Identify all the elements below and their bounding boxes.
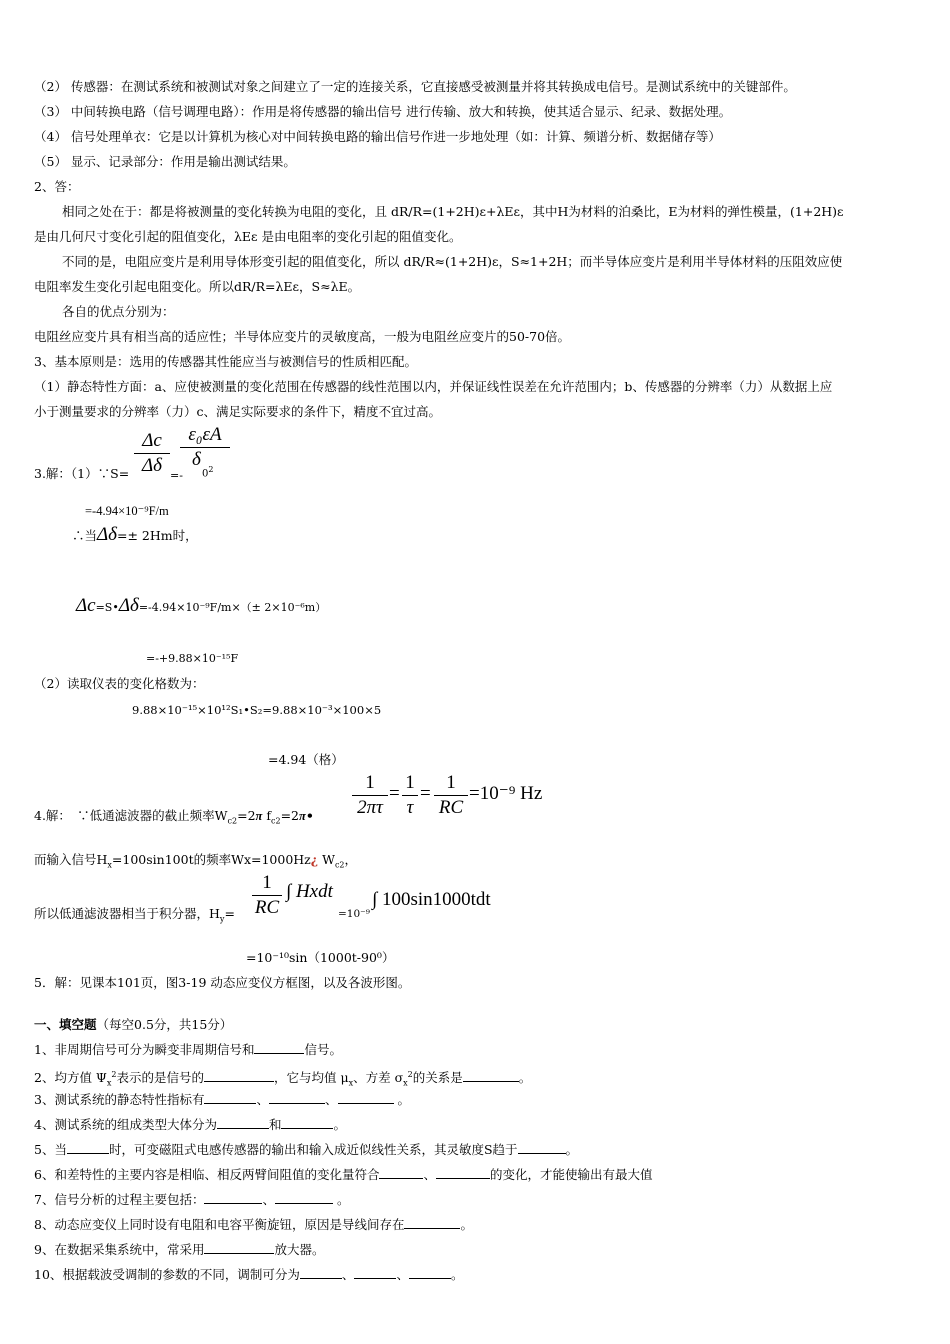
- para-conversion-circuit: （3） 中间转换电路（信号调理电路）：作用是将传感器的输出信号 进行传输、放大和转换，使其适合显示、纪录、数据处理。: [34, 104, 732, 119]
- question-3-blank-1[interactable]: [204, 1092, 256, 1104]
- sol4-fc2: f: [262, 808, 271, 823]
- question-3-text: 3、测试系统的静态特性指标有: [34, 1092, 205, 1107]
- question-4-and: 和: [268, 1117, 282, 1132]
- sol4-frac1-num: 1: [365, 772, 375, 793]
- question-2: [34, 1067, 531, 1092]
- sol3-dc-symbol: Δc: [76, 595, 96, 616]
- question-6-blank-1[interactable]: [379, 1167, 423, 1179]
- sol3-den-sup: 2: [208, 465, 214, 474]
- sol4-int-expr2: ∫ 100sin1000tdt: [372, 889, 491, 910]
- question-3-blank-3[interactable]: [338, 1092, 394, 1104]
- sol3-delta-symbol: Δδ: [97, 524, 117, 545]
- sol4-mid: =2: [237, 808, 256, 823]
- answer-3-principle: 3、基本原则是：选用的传感器其性能应当与被测信号的性质相匹配。: [34, 354, 417, 369]
- sol4-fc2-sub: c2: [270, 816, 281, 826]
- question-2-sigma-sub: x: [403, 1078, 408, 1088]
- question-8-text: 8、动态应变仪上同时设有电阻和电容平衡旋钮，原因是导线间存在: [34, 1217, 405, 1232]
- sol4-pi: π: [255, 809, 263, 823]
- question-2-mid-text: 表示的是信号的: [116, 1070, 205, 1086]
- sol4-wc2-sub: c2: [227, 816, 238, 826]
- para-advantages-heading: 各自的优点分别为：: [62, 304, 175, 319]
- sol4-label-text: 4.解： ∵低通滤波器的截止频率W: [34, 808, 228, 823]
- sol3-part2: （2）读取仪表的变化格数为：: [34, 676, 205, 691]
- question-2-blank-1[interactable]: [204, 1070, 274, 1082]
- sol4-dot: •: [305, 808, 314, 823]
- sol4-input-mark: ¿: [310, 852, 319, 867]
- para-similarity: 相同之处在于：都是将被测量的变化转换为电阻的变化，且 dR/R=(1+2H)ε+λEε，其中H为材料的泊桑比，E为材料的弹性模量，(1+2H)ε: [62, 204, 844, 219]
- sol4-frac-2: [402, 772, 418, 819]
- sol3-label: 3.解：（1）∵S=: [34, 466, 130, 481]
- sol4-int-frac-num: 1: [262, 872, 272, 893]
- sol4-input-text: 而输入信号H: [34, 852, 108, 867]
- sol3-frac2-num: ε₀εA: [188, 424, 222, 445]
- sol4-int-mid: =10⁻⁹: [338, 908, 370, 920]
- sol4-eq-tail: =10⁻⁹ Hz: [469, 783, 543, 804]
- question-10-blank-3[interactable]: [409, 1267, 451, 1279]
- para-advantages: 电阻丝应变片具有相当高的适应性；半导体应变片的灵敏度高，一般为电阻丝应变片的50-70倍。: [34, 329, 571, 344]
- sol4-label: [34, 808, 314, 830]
- sol3-frac-num: Δc: [142, 430, 162, 451]
- sol3-frac-den: Δδ: [142, 454, 162, 476]
- sol4-eq-2: =: [420, 783, 431, 804]
- question-5-text: 5、当: [34, 1142, 67, 1157]
- question-8-blank[interactable]: [404, 1217, 460, 1229]
- question-7-blank-1[interactable]: [204, 1192, 262, 1204]
- sol4-integrator-eq: =: [224, 906, 235, 921]
- sol4-pi-2: π: [299, 809, 306, 823]
- para-difference-cont: 电阻率发生变化引起电阻变化。所以dR/R=λEε，S≈λE。: [34, 279, 361, 294]
- sol3-therefore-text: ∴当: [72, 528, 98, 543]
- section-title-text: 一、填空题: [34, 1017, 97, 1032]
- sol4-frac1-den: 2πτ: [357, 796, 383, 818]
- para-static: （1）静态特性方面：a、应使被测量的变化范围在传感器的线性范围以内，并保证线性误差在允许范围内；b、传感器的分辨率（力）从数据上应: [34, 379, 833, 394]
- para-difference: 不同的是，电阻应变片是利用导体形变引起的阻值变化，所以 dR/R≈(1+2H)ε，S≈1+2H；而半导体应变片是利用半导体材料的压阻效应使: [62, 254, 843, 269]
- para-similarity-cont: 是由几何尺寸变化引起的阻值变化，λEε 是由电阻率的变化引起的阻值变化。: [34, 229, 462, 244]
- sol4-integrator: [34, 906, 235, 928]
- question-2-sup: 2: [111, 1070, 117, 1079]
- question-1-text: 1、非周期信号可分为瞬变非周期信号和: [34, 1042, 255, 1057]
- sol3-frac-dc-ddelta: [134, 430, 170, 477]
- sol3-therefore: [72, 524, 198, 545]
- sol4-frac2-bar: [402, 795, 418, 796]
- question-4-text: 4、测试系统的组成类型大体分为: [34, 1117, 217, 1132]
- sol3-part2-result: =4.94（格）: [268, 752, 344, 767]
- question-10: 10、根据载波受调制的参数的不同，调制可分为 、 、 。: [34, 1267, 464, 1282]
- sol3-calc-s: =S•: [95, 601, 119, 614]
- question-10-blank-2[interactable]: [354, 1267, 396, 1279]
- question-6-text: 6、和差特性的主要内容是相临、相反两臂间阻值的变化量符合: [34, 1167, 380, 1182]
- sol4-int-frac: [252, 872, 282, 919]
- question-7-end: 。: [336, 1192, 350, 1207]
- sol4-mid2: =2: [280, 808, 299, 823]
- question-8: [34, 1217, 473, 1233]
- sol4-input-end: W: [318, 852, 335, 867]
- sol4-int-frac-den: RC: [254, 896, 280, 918]
- sol4-integrator-sub: y: [219, 914, 225, 924]
- question-2-blank-2[interactable]: [463, 1070, 519, 1082]
- question-2-end: 的关系是: [412, 1070, 463, 1086]
- question-1-end: 信号。: [304, 1042, 342, 1057]
- sol4-frac3-num: 1: [446, 772, 456, 793]
- para-signal-processing: （4） 信号处理单衣：它是以计算机为核心对中间转换电路的输出信号作进一步地处理（如：计算、频谱分析、数据储存等）: [34, 129, 721, 144]
- question-3-end: 。: [397, 1092, 410, 1107]
- para-sensor: （2） 传感器：在测试系统和被测试对象之间建立了一定的连接关系，它直接感受被测量并将其转换成电信号。是测试系统中的关键部件。: [34, 79, 796, 94]
- question-10-end: 。: [450, 1267, 464, 1282]
- question-6-blank-2[interactable]: [436, 1167, 490, 1179]
- question-6: 6、和差特性的主要内容是相临、相反两臂间阻值的变化量符合 、 的变化，才能使输出有最大值: [34, 1167, 653, 1182]
- sol4-frac-3: [434, 772, 468, 819]
- sol4-eq-1: =: [389, 783, 400, 804]
- sol3-calc-rest: =-4.94×10⁻⁹F/m×（± 2×10⁻⁶m）: [138, 601, 327, 614]
- sol4-input-rest: =100sin100t的频率Wx=1000Hz: [111, 852, 311, 867]
- answer-2-heading: 2、答：: [34, 179, 80, 194]
- question-1-blank[interactable]: [254, 1042, 304, 1054]
- sol4-input: [34, 852, 357, 874]
- sol3-delta-symbol-2: Δδ: [118, 595, 139, 616]
- sol3-value: =-4.94×10⁻⁹F/m: [85, 504, 169, 518]
- sol4-frac2-num: 1: [405, 772, 415, 793]
- sol4-frac3-den: RC: [438, 796, 464, 818]
- question-4-blank-1[interactable]: [217, 1117, 269, 1129]
- question-9-text: 9、在数据采集系统中，常采用: [34, 1242, 205, 1257]
- section-note: （每空0.5分，共15分）: [96, 1017, 233, 1032]
- question-2-var: 、方差 σ: [353, 1070, 404, 1086]
- sol4-input-comma: ，: [344, 852, 358, 867]
- question-2-mid: ，它与均值 μ: [274, 1070, 349, 1086]
- question-10-text: 10、根据载波受调制的参数的不同，调制可分为: [34, 1267, 300, 1282]
- question-2-dot: 。: [518, 1070, 532, 1086]
- sol3-calc: [76, 595, 327, 616]
- question-3: 3、测试系统的静态特性指标有 、 、 。: [34, 1092, 410, 1107]
- question-1: [34, 1042, 342, 1058]
- sol4-frac3-bar: [434, 795, 468, 796]
- section-title: [34, 1017, 232, 1033]
- sol4-frac-1: [352, 772, 388, 819]
- sol5: 5．解：见课本101页，图3-19 动态应变仪方框图，以及各波形图。: [34, 975, 411, 990]
- question-3-blank-2[interactable]: [269, 1092, 325, 1104]
- para-static-cont: 小于测量要求的分辨率（力）c、满足实际要求的条件下，精度不宜过高。: [34, 404, 442, 419]
- sol4-integrator-text: 所以低通滤波器相当于积分器，H: [34, 906, 220, 921]
- question-9: [34, 1242, 324, 1258]
- sol3-frac-bar: [134, 453, 170, 454]
- question-7: 7、信号分析的过程主要包括： 、 。: [34, 1192, 350, 1207]
- question-10-blank-1[interactable]: [300, 1267, 342, 1279]
- sol4-int-expr1: ∫ Hxdt: [286, 881, 333, 902]
- sol3-part2-calc: 9.88×10⁻¹⁵×10¹²S₁•S₂=9.88×10⁻³×100×5: [132, 703, 382, 717]
- para-display: （5） 显示、记录部分：作用是输出测试结果。: [34, 154, 296, 169]
- question-2-sigma-sup: 2: [407, 1070, 413, 1079]
- question-4: 4、测试系统的组成类型大体分为 和 。: [34, 1117, 346, 1132]
- question-5: 5、当 时，可变磁阻式电感传感器的输出和输入成近似线性关系，其灵敏度S趋于 。: [34, 1142, 579, 1157]
- question-2-x-sub: x: [106, 1078, 112, 1088]
- sol3-result: =-+9.88×10⁻¹⁵F: [146, 652, 239, 665]
- question-7-text: 7、信号分析的过程主要包括：: [34, 1192, 205, 1207]
- sol3-cond: =± 2Hm时，: [117, 528, 198, 543]
- sol4-int-frac-bar: [252, 895, 282, 896]
- question-9-end: 放大器。: [274, 1242, 325, 1257]
- question-5-blank-2[interactable]: [518, 1142, 566, 1154]
- sol3-eq: =-: [170, 469, 183, 482]
- question-2-mu-sub: x: [348, 1078, 354, 1088]
- sol3-frac2-bar: [180, 447, 230, 448]
- sol3-den-subsup: [202, 462, 213, 482]
- sol4-final: =10⁻¹⁰sin（1000t-90⁰）: [246, 950, 395, 965]
- question-4-blank-2[interactable]: [281, 1117, 333, 1129]
- question-7-blank-2[interactable]: [275, 1192, 333, 1204]
- question-2-text: 2、均方值 Ψ: [34, 1070, 107, 1086]
- question-5-blank-1[interactable]: [67, 1142, 109, 1154]
- question-6-end: 的变化，才能使输出有最大值: [489, 1167, 653, 1182]
- question-8-end: 。: [460, 1217, 473, 1232]
- sol4-input-sub: x: [107, 860, 112, 870]
- question-5-mid: 时，可变磁阻式电感传感器的输出和输入成近似线性关系，其灵敏度S趋于: [108, 1142, 518, 1157]
- sol4-frac1-bar: [352, 795, 388, 796]
- sol4-frac2-den: τ: [406, 796, 414, 818]
- question-9-blank[interactable]: [204, 1242, 274, 1254]
- sol4-input-end-sub: c2: [334, 860, 345, 870]
- sol3-delta: δ: [192, 448, 201, 470]
- sol3-den-sub: 0: [202, 468, 209, 480]
